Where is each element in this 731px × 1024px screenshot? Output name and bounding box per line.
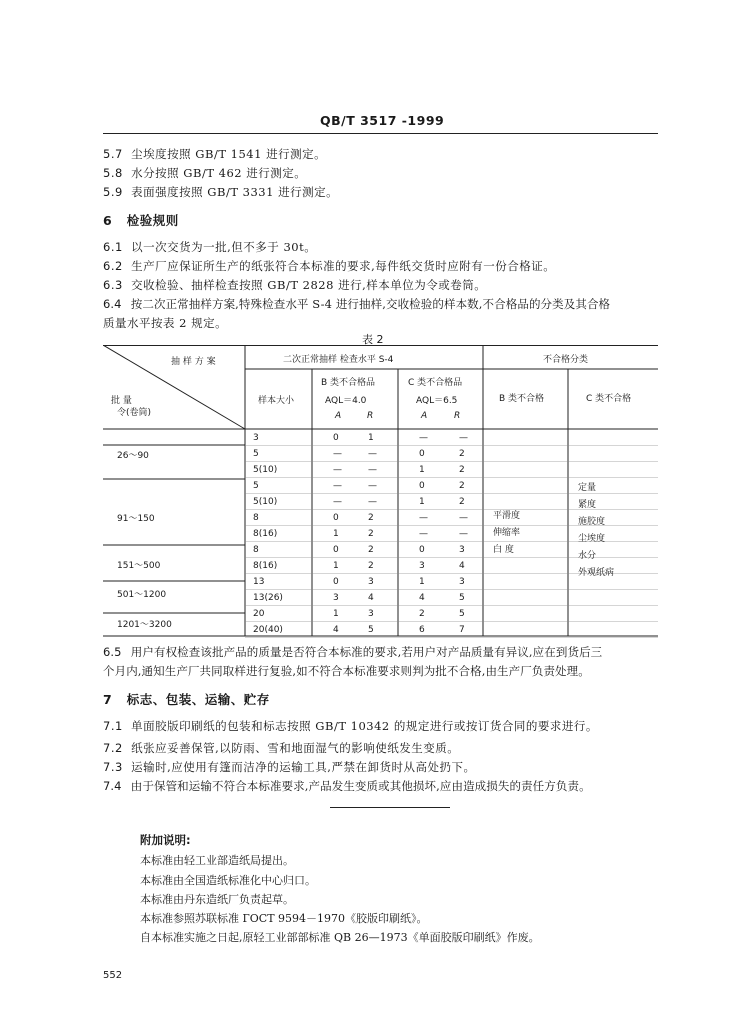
- table-h-b-ac: A: [335, 411, 342, 421]
- table-h-scheme: 抽 样 方 案: [171, 357, 216, 367]
- table-cell: —: [419, 513, 428, 523]
- b-nonconforming-items: [493, 508, 520, 559]
- table-cell: 2: [368, 513, 374, 523]
- table-cell: 5(10): [253, 465, 278, 475]
- c-item: 定量: [578, 483, 597, 493]
- lot-range: 91～150: [117, 514, 155, 524]
- table-cell: 20: [253, 609, 265, 619]
- clause-6-5-continued: 个月内,通知生产厂共同取样进行复验,如不符合本标准要求则判为批不合格,由生产厂负责处理。: [103, 664, 590, 678]
- table-cell: 3: [459, 577, 465, 587]
- table-cell: 2: [419, 609, 425, 619]
- table-cell: 0: [333, 433, 339, 443]
- table-cell: 4: [419, 593, 425, 603]
- notes-line: 自本标准实施之日起,原轻工业部部标准 QB 26—1973《单面胶版印刷纸》作废。: [140, 931, 540, 944]
- table-cell: 1: [368, 433, 374, 443]
- table-cell: 2: [459, 497, 465, 507]
- row-rule: [245, 637, 658, 638]
- table-cell: —: [459, 433, 468, 443]
- table-cell: 1: [333, 561, 339, 571]
- table-cell: 3: [368, 609, 374, 619]
- table-cell: 13: [253, 577, 265, 587]
- c-item: 尘埃度: [578, 534, 606, 544]
- table-h-c-re: R: [454, 411, 461, 421]
- table-cell: 2: [459, 449, 465, 459]
- clause-5-8: 5.8 水分按照 GB/T 462 进行测定。: [103, 166, 307, 180]
- clause-7-2: 7.2 纸张应妥善保管,以防雨、雪和地面湿气的影响使纸发生变质。: [103, 741, 460, 755]
- table-cell: 5: [459, 609, 465, 619]
- notes-line: 本标准由丹东造纸厂负责起草。: [140, 893, 294, 906]
- table-cell: 5: [459, 593, 465, 603]
- c-item: 施胶度: [578, 517, 606, 527]
- table-h-sample-size: 样本大小: [258, 396, 295, 406]
- table-cell: 13(26): [253, 593, 283, 603]
- table-cell: —: [419, 433, 428, 443]
- table-h-b-nc: B 类不合格: [499, 394, 545, 404]
- notes-title: 附加说明:: [140, 833, 191, 847]
- table-cell: —: [459, 513, 468, 523]
- table-cell: 8: [253, 545, 259, 555]
- table-cell: 0: [333, 513, 339, 523]
- table-h-b-aql: AQL＝4.0: [325, 396, 367, 406]
- table-caption: 表 2: [362, 333, 384, 346]
- table-cell: 4: [333, 625, 339, 635]
- table-cell: 0: [333, 577, 339, 587]
- table-cell: 1: [419, 577, 425, 587]
- clause-7-4: 7.4 由于保管和运输不符合本标准要求,产品发生变质或其他损坏,应由造成损失的责任方负责。: [103, 779, 591, 793]
- table-cell: —: [459, 529, 468, 539]
- lot-range: 1201～3200: [117, 620, 172, 630]
- lot-range: 501～1200: [117, 590, 167, 600]
- table-cell: 1: [333, 529, 339, 539]
- row-rule: [245, 445, 658, 446]
- table-cell: 5: [253, 481, 259, 491]
- table-cell: 7: [459, 625, 465, 635]
- notes-line: 本标准由轻工业部造纸局提出。: [140, 854, 294, 867]
- row-rule: [245, 461, 658, 462]
- table-h-b: B 类不合格品: [321, 378, 376, 388]
- notes-line: 本标准由全国造纸标准化中心归口。: [140, 874, 316, 887]
- clause-6-4-continued: 质量水平按表 2 规定。: [103, 316, 228, 330]
- table-cell: 1: [419, 465, 425, 475]
- row-rule: [245, 605, 658, 606]
- c-item: 外观纸病: [578, 568, 615, 578]
- clause-6-3: 6.3 交收检验、抽样检查按照 GB/T 2828 进行,样本单位为令或卷筒。: [103, 278, 487, 292]
- table-h-sampling: 二次正常抽样 检查水平 S-4: [283, 355, 394, 365]
- table-h-lot-unit: 令(卷筒): [117, 408, 152, 418]
- table-cell: 0: [419, 481, 425, 491]
- table-cell: —: [368, 449, 377, 459]
- table-h-c-nc: C 类不合格: [586, 394, 632, 404]
- b-item: 伸缩率: [493, 528, 521, 538]
- header-rule: [103, 133, 658, 134]
- table-cell: 2: [459, 481, 465, 491]
- notes-line: 本标准参照苏联标准 ГОСТ 9594－1970《胶版印刷纸》。: [140, 912, 428, 925]
- clause-5-7: 5.7 尘埃度按照 GB/T 1541 进行测定。: [103, 147, 327, 161]
- b-item: 平滑度: [493, 511, 521, 521]
- table-cell: —: [419, 529, 428, 539]
- table-cell: —: [368, 481, 377, 491]
- table-cell: 8: [253, 513, 259, 523]
- clause-6-5: 6.5 用户有权检查该批产品的质量是否符合本标准的要求,若用户对产品质量有异议,应在到货后三: [103, 645, 603, 659]
- table-cell: 2: [368, 529, 374, 539]
- table-cell: 1: [419, 497, 425, 507]
- table-cell: 1: [333, 609, 339, 619]
- table-cell: 2: [368, 561, 374, 571]
- section-6-heading: 6 检验规则: [103, 213, 179, 228]
- clause-6-2: 6.2 生产厂应保证所生产的纸张符合本标准的要求,每件纸交货时应附有一份合格证。: [103, 259, 556, 273]
- table-cell: 5(10): [253, 497, 278, 507]
- table-h-lot: 批 量: [111, 396, 132, 406]
- table-cell: 8(16): [253, 529, 278, 539]
- table-cell: 3: [459, 545, 465, 555]
- lot-range: 26～90: [117, 451, 149, 461]
- row-rule: [245, 621, 658, 622]
- table-cell: 4: [459, 561, 465, 571]
- table-cell: 5: [368, 625, 374, 635]
- table-h-c-aql: AQL＝6.5: [416, 396, 458, 406]
- page-number: 552: [103, 970, 123, 981]
- c-item: 紧度: [578, 500, 597, 510]
- table-cell: 6: [419, 625, 425, 635]
- document-code: QB/T 3517 -1999: [320, 113, 445, 128]
- table-cell: —: [333, 449, 342, 459]
- table-2: [103, 345, 658, 637]
- end-rule: [330, 807, 450, 808]
- c-nonconforming-items: [578, 480, 614, 582]
- b-item: 白 度: [493, 545, 514, 555]
- row-rule: [245, 589, 658, 590]
- table-cell: 2: [459, 465, 465, 475]
- table-cell: 3: [419, 561, 425, 571]
- clause-6-4: 6.4 按二次正常抽样方案,特殊检查水平 S-4 进行抽样,交收检验的样本数,不合格品的分类及其合格: [103, 297, 611, 311]
- table-h-c-ac: A: [421, 411, 428, 421]
- table-h-b-re: R: [367, 411, 374, 421]
- table-cell: 4: [368, 593, 374, 603]
- c-item: 水分: [578, 551, 597, 561]
- table-h-nonconforming: 不合格分类: [543, 355, 589, 365]
- table-cell: 3: [368, 577, 374, 587]
- table-cell: 3: [253, 433, 259, 443]
- table-cell: 0: [333, 545, 339, 555]
- table-cell: 2: [368, 545, 374, 555]
- clause-5-9: 5.9 表面强度按照 GB/T 3331 进行测定。: [103, 185, 339, 199]
- section-7-heading: 7 标志、包装、运输、贮存: [103, 692, 270, 707]
- table-cell: 5: [253, 449, 259, 459]
- table-cell: 0: [419, 545, 425, 555]
- clause-6-1: 6.1 以一次交货为一批,但不多于 30t。: [103, 240, 317, 254]
- table-cell: 8(16): [253, 561, 278, 571]
- table-cell: 3: [333, 593, 339, 603]
- table-cell: —: [333, 481, 342, 491]
- clause-7-1: 7.1 单面胶版印刷纸的包装和标志按照 GB/T 10342 的规定进行或按订货合同的要求进行。: [103, 719, 598, 733]
- table-grid: [103, 345, 658, 637]
- table-h-c: C 类不合格品: [408, 378, 463, 388]
- table-cell: —: [333, 465, 342, 475]
- table-cell: 0: [419, 449, 425, 459]
- table-cell: 20(40): [253, 625, 283, 635]
- lot-range: 151～500: [117, 561, 161, 571]
- table-cell: —: [368, 497, 377, 507]
- table-cell: —: [333, 497, 342, 507]
- clause-7-3: 7.3 运输时,应使用有篷而洁净的运输工具,严禁在卸货时从高处扔下。: [103, 760, 476, 774]
- table-cell: —: [368, 465, 377, 475]
- row-rule: [245, 477, 658, 478]
